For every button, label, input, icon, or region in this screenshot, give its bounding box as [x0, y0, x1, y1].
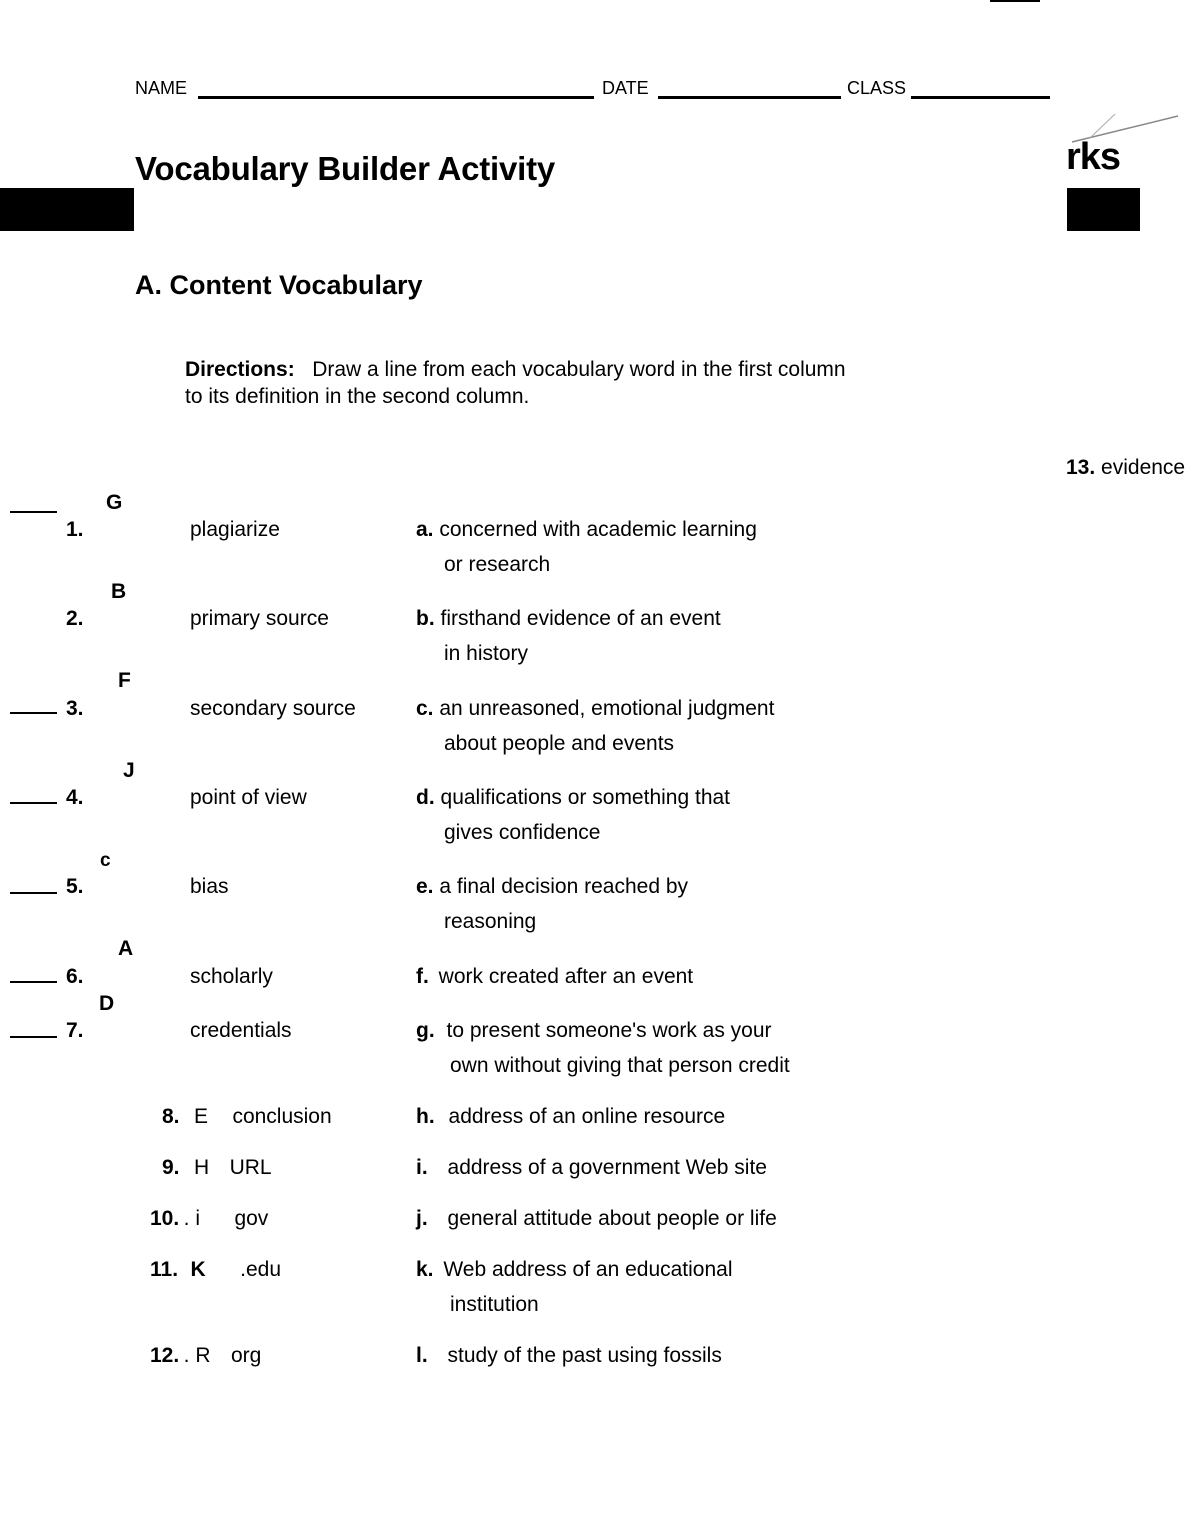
answer-letter: G: [106, 491, 123, 514]
definition-item: [416, 1252, 733, 1322]
answer-blank[interactable]: [10, 892, 57, 894]
list-item: [162, 1156, 272, 1180]
vocab-word: .edu: [240, 1258, 281, 1281]
vocab-word: primary source: [190, 607, 329, 630]
class-label: CLASS: [847, 78, 907, 98]
item-number: 10.: [150, 1207, 180, 1230]
vocab-word: bias: [190, 875, 229, 898]
list-item: [162, 1105, 332, 1129]
definition-letter: k.: [416, 1258, 434, 1281]
definition-letter: l.: [416, 1344, 428, 1367]
definition-text: firsthand evidence of an event: [440, 607, 721, 630]
definition-text-cont: in history: [444, 642, 529, 665]
answer-letter: A: [118, 937, 134, 960]
section-heading: A. Content Vocabulary: [135, 270, 423, 300]
answer-blank[interactable]: [10, 712, 57, 714]
definition-item: [416, 691, 774, 761]
vocab-word: conclusion: [232, 1105, 332, 1128]
list-item: [150, 1258, 281, 1282]
date-field[interactable]: [658, 96, 841, 99]
answer-blank[interactable]: [10, 802, 57, 804]
item-number: 4.: [66, 786, 84, 809]
vocab-word: plagiarize: [190, 518, 280, 541]
answer-blank[interactable]: [10, 511, 57, 513]
definition-letter: d.: [416, 786, 435, 809]
definition-text: work created after an event: [438, 965, 694, 988]
item-number: 5.: [66, 875, 84, 898]
side-item-word: evidence: [1101, 456, 1186, 479]
date-label: DATE: [602, 78, 649, 98]
definition-letter: b.: [416, 607, 435, 630]
page-title: Vocabulary Builder Activity: [135, 150, 556, 187]
answer-letter: . R: [183, 1344, 211, 1367]
item-number: 9.: [162, 1156, 180, 1179]
answer-letter: K: [190, 1258, 206, 1281]
definition-text: general attitude about people or life: [447, 1207, 777, 1230]
definition-letter: f.: [416, 965, 429, 988]
definition-item: [416, 959, 693, 994]
definition-letter: g.: [416, 1019, 435, 1042]
right-black-bar: [1067, 188, 1140, 231]
directions: [185, 356, 865, 410]
vocab-word: scholarly: [190, 965, 273, 988]
definition-letter: c.: [416, 697, 434, 720]
definition-item: [416, 1338, 722, 1373]
definition-letter: e.: [416, 875, 434, 898]
vocab-word: URL: [229, 1156, 272, 1179]
definition-text: Web address of an educational: [443, 1258, 733, 1281]
name-label: NAME: [135, 78, 188, 98]
side-item: [1066, 456, 1185, 480]
definition-text: qualifications or something that: [440, 786, 731, 809]
answer-letter: c: [100, 850, 111, 871]
answer-blank[interactable]: [10, 981, 57, 983]
vocab-word: gov: [234, 1207, 269, 1230]
definition-letter: a.: [416, 518, 434, 541]
item-number: 12.: [150, 1344, 180, 1367]
directions-label: Directions:: [185, 358, 295, 381]
directions-text: Draw a line from each vocabulary word in the first column to its definition in the second column.: [185, 358, 846, 408]
definition-item: [416, 1013, 790, 1083]
left-black-bar: [0, 188, 134, 231]
definition-text: study of the past using fossils: [447, 1344, 722, 1367]
definition-text: to present someone's work as your: [446, 1019, 772, 1042]
definition-text: an unreasoned, emotional judgment: [439, 697, 775, 720]
vocab-word: org: [230, 1344, 262, 1367]
definition-text: address of an online resource: [448, 1105, 726, 1128]
answer-letter: E: [193, 1105, 208, 1128]
class-field[interactable]: [911, 96, 1050, 99]
answer-letter: . i: [183, 1207, 200, 1230]
definition-item: [416, 1150, 767, 1185]
definition-letter: i.: [416, 1156, 428, 1179]
item-number: 8.: [162, 1105, 180, 1128]
vocab-word: point of view: [190, 786, 307, 809]
answer-letter: D: [99, 992, 115, 1015]
definition-text-cont: reasoning: [444, 910, 537, 933]
item-number: 11.: [150, 1258, 179, 1281]
item-number: 3.: [66, 697, 84, 720]
answer-blank[interactable]: [10, 1036, 57, 1038]
list-item: [150, 1207, 268, 1231]
side-item-number: 13.: [1066, 456, 1096, 479]
item-number: 1.: [66, 518, 84, 541]
vocab-word: credentials: [190, 1019, 292, 1042]
definition-text-cont: or research: [444, 553, 551, 576]
definition-text-cont: institution: [450, 1293, 539, 1316]
definition-text: address of a government Web site: [447, 1156, 767, 1179]
answer-letter: J: [123, 759, 135, 782]
definition-letter: j.: [416, 1207, 428, 1230]
answer-letter: B: [111, 580, 127, 603]
definition-item: [416, 1099, 725, 1134]
name-field[interactable]: [198, 96, 594, 99]
definition-item: [416, 1201, 777, 1236]
definition-text: concerned with academic learning: [439, 518, 757, 541]
definition-item: [416, 601, 721, 671]
top-edge-line: [990, 0, 1040, 2]
definition-text: a final decision reached by: [439, 875, 689, 898]
definition-item: [416, 780, 730, 850]
definition-item: [416, 869, 688, 939]
answer-letter: F: [118, 669, 131, 692]
vocab-word: secondary source: [190, 697, 356, 720]
definition-letter: h.: [416, 1105, 435, 1128]
answer-letter: H: [193, 1156, 210, 1179]
definition-text-cont: about people and events: [444, 732, 675, 755]
logo-swoosh-icon: [1070, 108, 1185, 148]
definition-text-cont: own without giving that person credit: [450, 1054, 790, 1077]
list-item: [150, 1344, 261, 1368]
item-number: 7.: [66, 1019, 84, 1042]
item-number: 2.: [66, 607, 84, 630]
definition-item: [416, 512, 757, 582]
item-number: 6.: [66, 965, 84, 988]
logo-fragment: rks: [1066, 136, 1121, 178]
definition-text-cont: gives confidence: [444, 821, 601, 844]
